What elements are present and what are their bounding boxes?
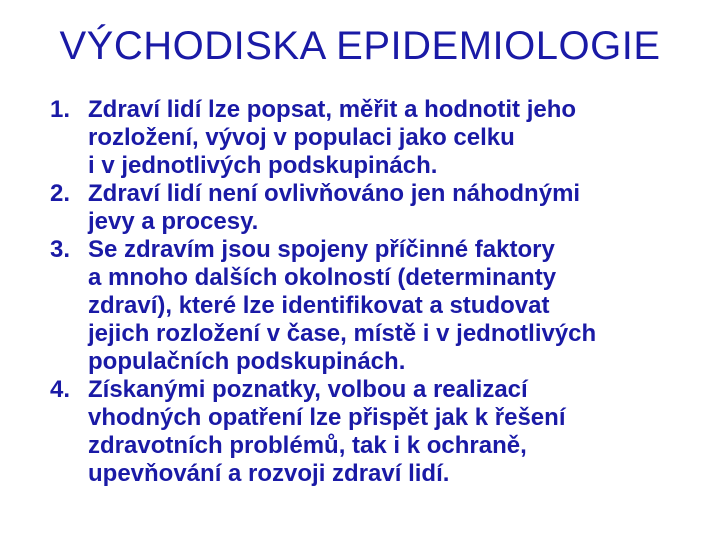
list-item-1 xyxy=(50,96,700,180)
list-item-number: 3. xyxy=(50,236,71,263)
list-item-number: 4. xyxy=(50,376,71,403)
list-item-text: Zdraví lidí není ovlivňováno jen náhodnými jevy a procesy. xyxy=(88,180,581,235)
numbered-list xyxy=(50,96,700,488)
list-item-text: Zdraví lidí lze popsat, měřit a hodnotit jeho rozložení, vývoj v populaci jako celku i v jednotlivých podskupinách. xyxy=(88,96,577,179)
list-item-2 xyxy=(50,180,700,236)
slide-title: VÝCHODISKA EPIDEMIOLOGIE xyxy=(59,24,661,68)
list-item-number: 1. xyxy=(50,96,71,123)
list-item-4 xyxy=(50,376,700,488)
list-item-3 xyxy=(50,236,700,376)
list-item-text: Se zdravím jsou spojeny příčinné faktory a mnoho dalších okolností (determinanty zdraví), které lze identifikovat a studovat jejich rozložení v čase, místě i v jednotlivých populačních podskupinách. xyxy=(88,236,597,375)
list-item-text: Získanými poznatky, volbou a realizací vhodných opatření lze přispět jak k řešení zdravotních problémů, tak i k ochraně, upevňování a rozvoji zdraví lidí. xyxy=(88,376,566,487)
list-item-number: 2. xyxy=(50,180,71,207)
